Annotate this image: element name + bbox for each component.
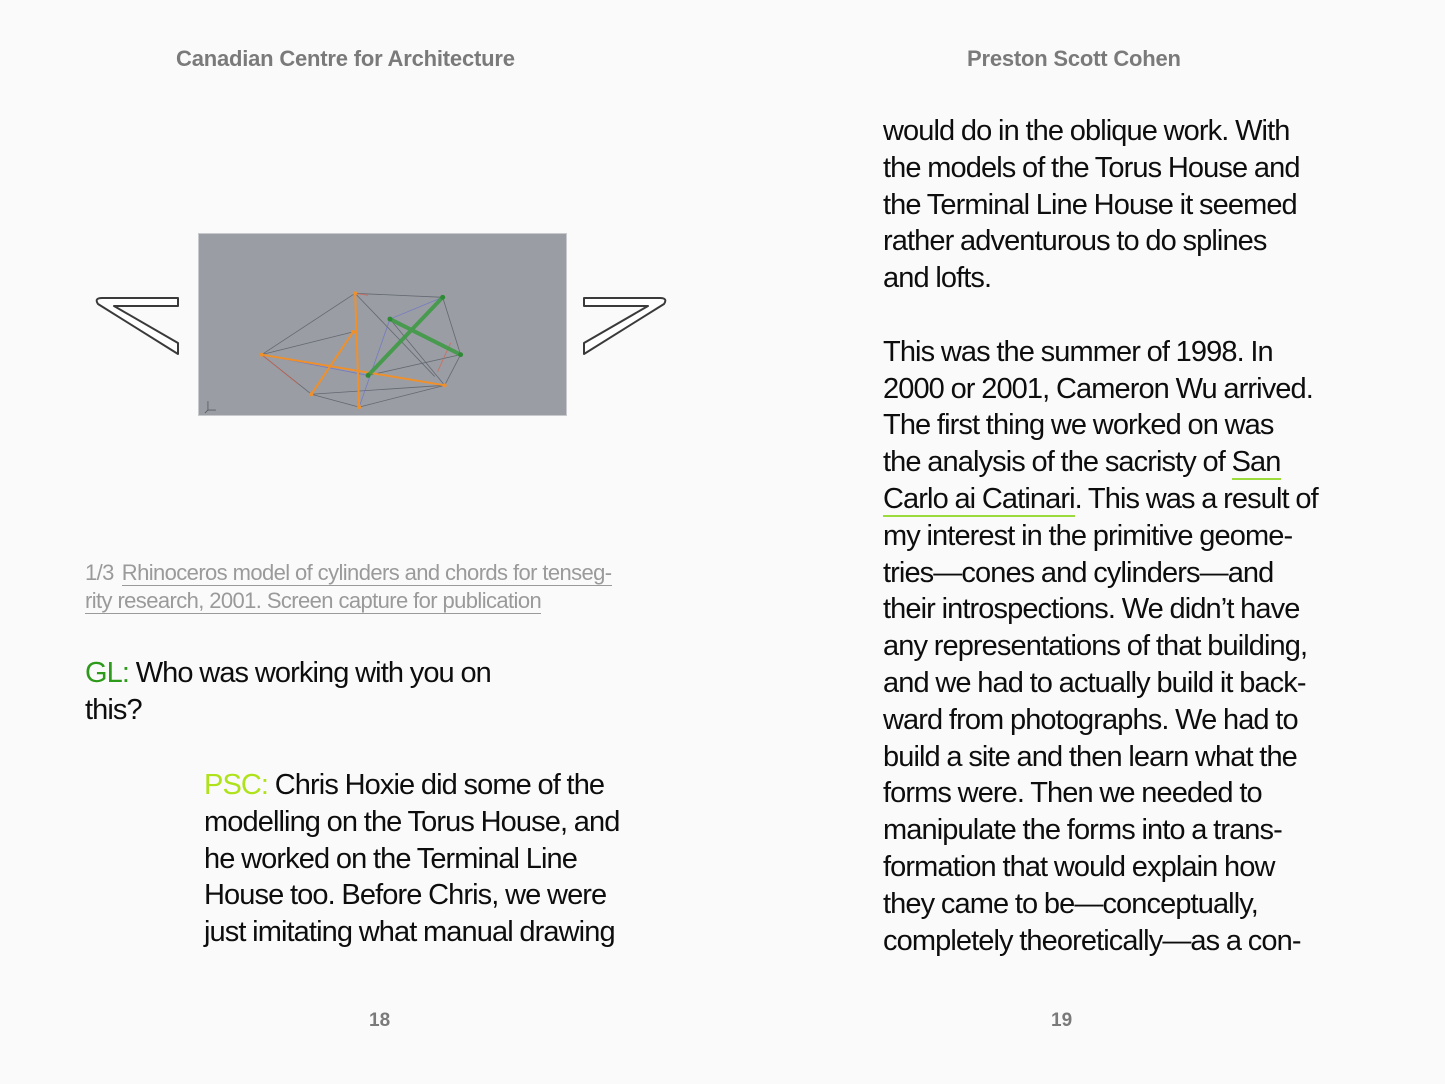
speaker-label-gl: GL: bbox=[85, 657, 130, 689]
figure-counter: 1/3 bbox=[85, 560, 114, 585]
text-line: the Terminal Line House it seemed bbox=[883, 188, 1297, 221]
page-number-left: 18 bbox=[369, 1010, 391, 1031]
answer-line: House too. Before Chris, we were bbox=[204, 879, 607, 912]
right-page bbox=[722, 0, 1445, 1084]
text-line: their introspections. We didn’t have bbox=[883, 593, 1300, 626]
page-number-right: 19 bbox=[1051, 1010, 1073, 1031]
answer-line: Chris Hoxie did some of the bbox=[268, 769, 605, 801]
answer-continuation bbox=[883, 113, 1383, 959]
chevron-right-icon bbox=[582, 294, 670, 358]
chevron-left-icon bbox=[92, 294, 180, 358]
text-line: rather adventurous to do splines bbox=[883, 225, 1267, 258]
text-line: forms were. Then we needed to bbox=[883, 777, 1262, 810]
question-text: Who was working with you on bbox=[129, 657, 491, 689]
orange-struts bbox=[262, 293, 445, 407]
caption-link-line1[interactable]: Rhinoceros model of cylinders and chords for tenseg- bbox=[121, 560, 612, 585]
text-line: manipulate the forms into a trans- bbox=[883, 814, 1282, 847]
figure-caption bbox=[85, 559, 685, 615]
text-line: formation that would explain how bbox=[883, 850, 1275, 883]
san-carlo-link[interactable]: San bbox=[1231, 446, 1281, 479]
text-line: 2000 or 2001, Cameron Wu arrived. bbox=[883, 372, 1313, 405]
caption-link-line2[interactable]: rity research, 2001. Screen capture for publication bbox=[85, 588, 542, 613]
text-line: my interest in the primitive geome- bbox=[883, 519, 1293, 552]
text-line: The first thing we worked on was bbox=[883, 409, 1274, 442]
answer-line: modelling on the Torus House, and bbox=[204, 805, 620, 838]
text-fragment: . This was a result of bbox=[1074, 482, 1318, 515]
left-page bbox=[0, 0, 722, 1084]
text-line: tries—cones and cylinders—and bbox=[883, 556, 1274, 589]
text-line: This was the summer of 1998. In bbox=[883, 335, 1273, 368]
rhinoceros-model-image[interactable] bbox=[198, 233, 567, 416]
running-head-right: Preston Scott Cohen bbox=[967, 46, 1181, 71]
next-figure-button[interactable] bbox=[582, 294, 670, 358]
text-line: would do in the oblique work. With bbox=[883, 115, 1290, 147]
question-text-cont: this? bbox=[85, 693, 142, 726]
text-fragment: the analysis of the sacristy of bbox=[883, 446, 1232, 479]
text-line: completely theoretically—as a con- bbox=[883, 924, 1301, 957]
speaker-label-psc: PSC: bbox=[204, 769, 269, 801]
text-line: build a site and then learn what the bbox=[883, 740, 1297, 773]
text-line: the models of the Torus House and bbox=[883, 151, 1300, 184]
text-line: ward from photographs. We had to bbox=[883, 703, 1298, 736]
text-line: and we had to actually build it back- bbox=[883, 666, 1306, 699]
paragraph-2 bbox=[883, 334, 1383, 960]
axis-gizmo-icon bbox=[205, 401, 216, 413]
san-carlo-link-cont[interactable]: Carlo ai Catinari bbox=[883, 482, 1075, 515]
blue-chords bbox=[262, 297, 443, 407]
text-line: any representations of that building, bbox=[883, 630, 1308, 663]
paragraph-1 bbox=[883, 113, 1383, 297]
interview-answer bbox=[204, 767, 684, 951]
answer-line: just imitating what manual drawing bbox=[204, 916, 615, 949]
running-head-left: Canadian Centre for Architecture bbox=[176, 46, 515, 71]
previous-figure-button[interactable] bbox=[92, 294, 180, 358]
text-line: and lofts. bbox=[883, 262, 992, 295]
figure-gallery bbox=[92, 232, 670, 418]
interview-question bbox=[85, 655, 565, 729]
text-line: they came to be—conceptually, bbox=[883, 887, 1258, 920]
tensegrity-wireframe bbox=[199, 234, 566, 415]
answer-line: he worked on the Terminal Line bbox=[204, 842, 577, 875]
